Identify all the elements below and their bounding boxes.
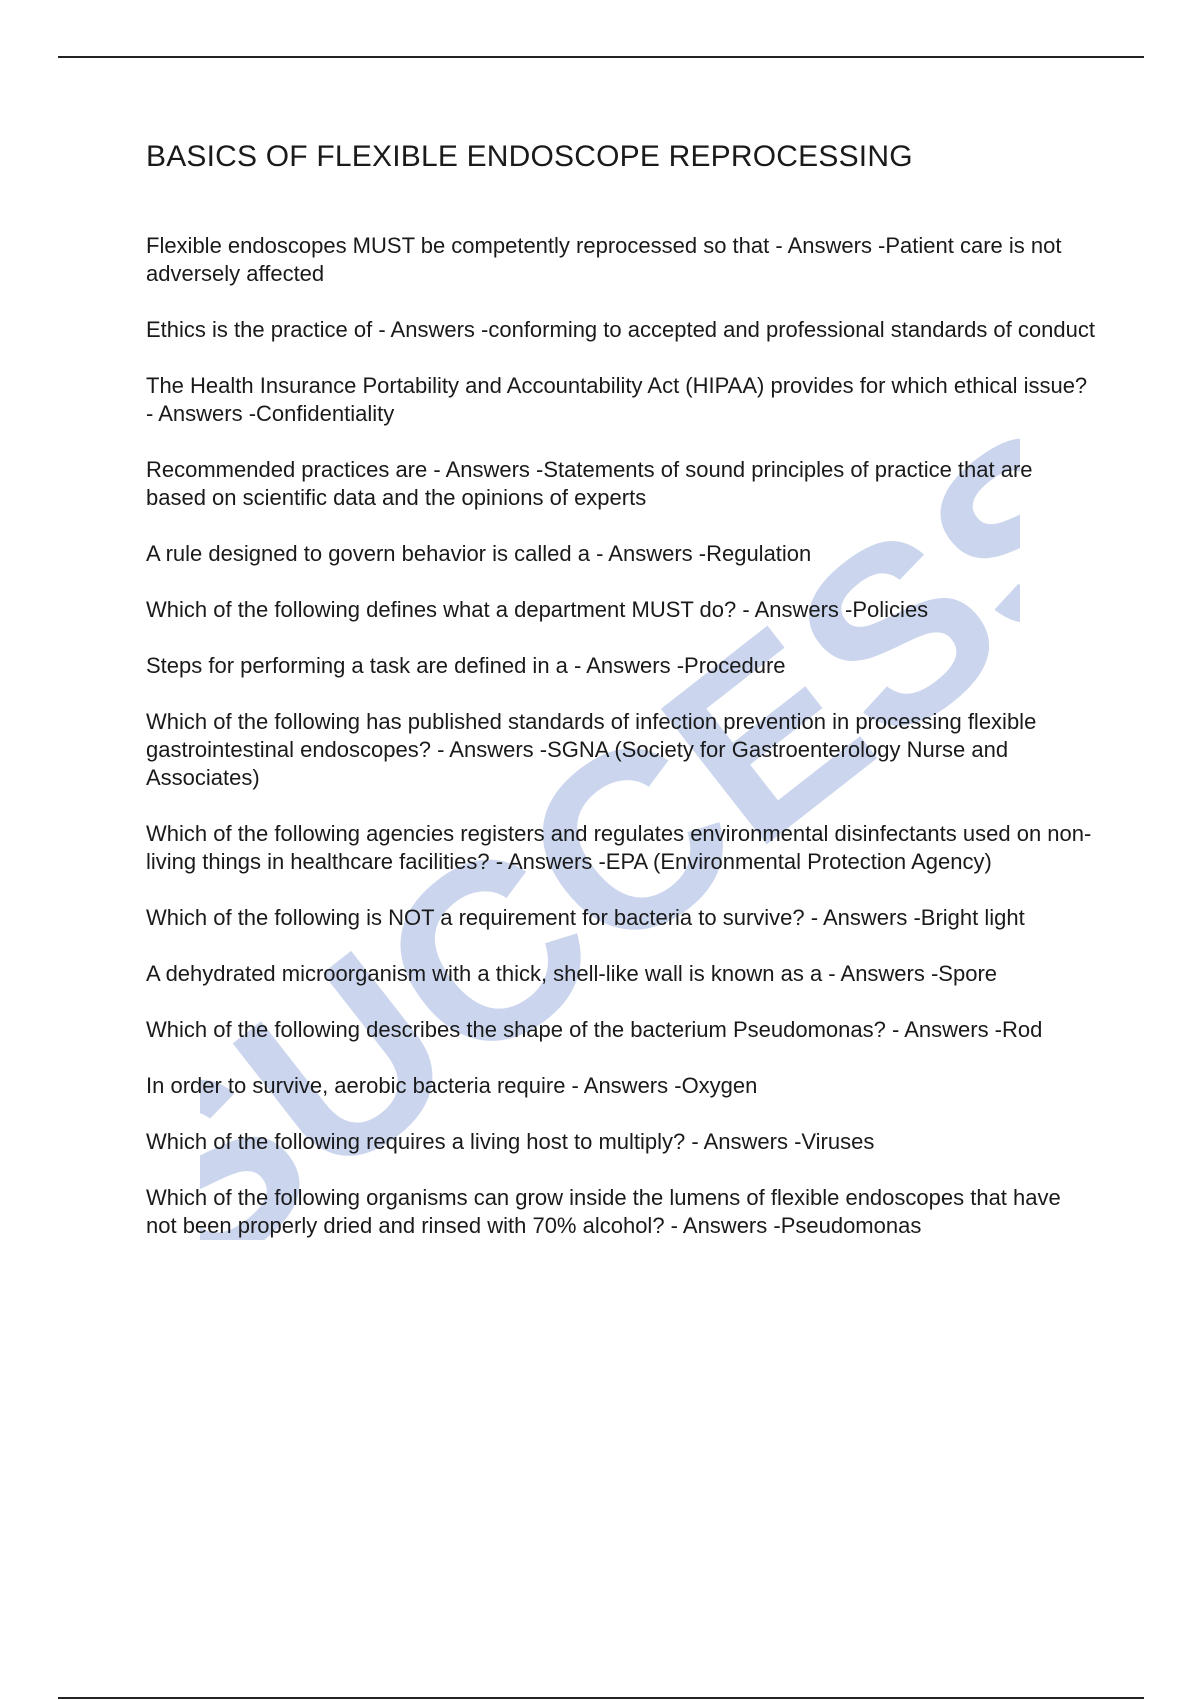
qa-item: A rule designed to govern behavior is called a - Answers -Regulation (146, 541, 812, 566)
qa-item: Which of the following has published standards of infection prevention in processing flexible gastrointestinal endoscopes? - Answers -SGNA (Society for Gastroenterology Nurse and Associates) (146, 709, 1037, 790)
qa-item: Recommended practices are - Answers -Statements of sound principles of practice that are based on scientific data and the opinions of experts (146, 457, 1033, 510)
document-content (146, 140, 1096, 1268)
qa-item: A dehydrated microorganism with a thick, shell-like wall is known as a - Answers -Spore (146, 961, 998, 986)
qa-item: Steps for performing a task are defined in a - Answers -Procedure (146, 653, 786, 678)
qa-item: Which of the following is NOT a requirement for bacteria to survive? - Answers -Bright light (146, 905, 1025, 930)
bottom-rule (58, 1697, 1144, 1699)
qa-item: Flexible endoscopes MUST be competently reprocessed so that - Answers -Patient care is not adversely affected (146, 233, 1062, 286)
qa-item: Which of the following requires a living host to multiply? - Answers -Viruses (146, 1129, 875, 1154)
qa-item: Ethics is the practice of - Answers -conforming to accepted and professional standards of conduct (146, 317, 1095, 342)
qa-item: Which of the following describes the shape of the bacterium Pseudomonas? - Answers -Rod (146, 1017, 1043, 1042)
qa-item: Which of the following organisms can grow inside the lumens of flexible endoscopes that have not been properly dried and rinsed with 70% alcohol? - Answers -Pseudomonas (146, 1185, 1061, 1238)
qa-item: The Health Insurance Portability and Accountability Act (HIPAA) provides for which ethical issue? - Answers -Confidentiality (146, 373, 1088, 426)
top-rule (58, 56, 1144, 58)
qa-list (146, 232, 1096, 1240)
qa-item: Which of the following defines what a department MUST do? - Answers -Policies (146, 597, 929, 622)
page-title: BASICS OF FLEXIBLE ENDOSCOPE REPROCESSING (146, 140, 913, 173)
qa-item: Which of the following agencies registers and regulates environmental disinfectants used on non-living things in healthcare facilities? - Answers -EPA (Environmental Protection Agency) (146, 821, 1092, 874)
svg-text:SUCCESS: SUCCESS (200, 380, 1020, 1240)
qa-item: In order to survive, aerobic bacteria require - Answers -Oxygen (146, 1073, 758, 1098)
